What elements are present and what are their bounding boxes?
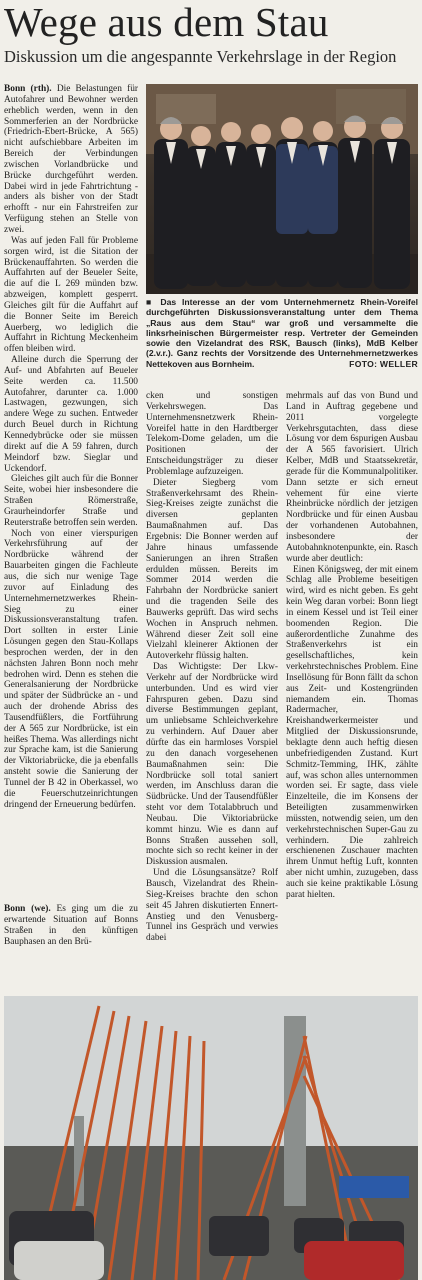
paragraph: Noch von einer vierspurigen Verkehrsführung auf der Nordbrücke während der Bauarbeiten gingen die Fachleute aus, die sich nur wenige Tage zuvor auf Einladung des Unternehmernetzwerkes Rhein-Sieg zu einer Diskussionsveranstaltung trafen. Dort sollten in erster Linie Lösungen gegen den Stau-Kollaps besprochen werden, der in den nächsten Jahren Bonn noch mehr bedrohen wird. Denn es stehen die Generalsanierung der Nordbrücke und später der Südbrücke an - und auch der drohende Abriss des Tausendfüßlers, die Fortführung der A 565 zur Nordbrücke, ist ein heißes Thema. Was allerdings nicht zur Sprache kam, ist die Sanierung der Viktoriabrücke, die ja ebenfalls ansteht sowie die Sanierung der Tunnel der B 42 in Oberkassel, wo die Feuerschutzeinrichtungen dringend der Erneuerung bedürfen. — [4, 528, 138, 810]
dateline: Bonn (rth). — [4, 84, 52, 94]
event-photo — [146, 84, 418, 294]
article-column-3 — [286, 391, 418, 988]
paragraph: Was auf jeden Fall für Probleme sorgen wird, ist die Sitation der Brückenauffahrten. So werden die Auffahrten auf der Beueler Seite, die auf die L 269 münden bzw. abzweigen, komplett gesperrt. Gleiches gilt für die Auffahrt auf die Bonner Seite im Bereich Auerberg, wo lediglich die Auffahrt in Richtung Meckenheim offen bleiben wird. — [4, 235, 138, 355]
paragraph: Einen Königsweg, der mit einem Schlag alle Probleme beseitigen wird, wird es nicht geben. Es geht kein Weg daran vorbei: Bonn liegt in einem Kessel und ist Teil einer boomenden Region. Die außerordentliche Zunahme des Straßenverkehrs ist ein gesellschaftliches, kein verkehrstechnisches Problem. Eine Insellösung für Bonn fällt da schon aus Zeit- und Kostengründen niemandem ein. Thomas Radermacher, Kreishandwerkermeister und Mitglied der Diskussionsrunde, beklagte denn auch heftig diesen unbefriedigenden Zustand. Kurt Schmitz-Temming, IHK, zählte auf, was schon alles unternommen worden sei. Er sagte, dass viele Einzelteile, die im Konsens der Beteiligten zusammenwirken müssten, notwendig seien, um den verkehrstechnischen Super-Gau zu verhindern. Die zahlreich erschienenen Zuschauer machten ihrem Unmut heftig Luft, konnten aber nicht umhin, zuzugeben, dass auch sie keine praktikable Lösung parat hielten. — [286, 564, 418, 900]
paragraph: Das Wichtigste: Der Lkw-Verkehr auf der Nordbrücke wird unterbunden. Und es wird vier Fahrspuren geben. Dazu sind diverse Bestimmungen geplant, um unliebsame Schleichverkehre zu verhindern. Auf Dauer aber dürfte das ein harmloses Vorspiel zu den danach vorgesehenen Baumaßnahmen sein: Die Nordbrücke soll total saniert werden, im Anschluss daran die Südbrücke. Und der Tausendfüßler steht vor dem Totalabbruch und Neubau. Die Viktoriabrücke kommt hinzu. Wie es dann auf Bonns Straßen aussehen soll, mochte sich so recht keiner in der Diskussion ausmalen. — [146, 662, 278, 868]
headline: Wege aus dem Stau — [4, 0, 329, 45]
dateline: Bonn (we). — [4, 904, 51, 914]
caption-text: Das Interesse an der vom Unternehmernetz Rhein-Voreifel durchgeführten Diskussionsveranstaltung unter dem Thema „Raus aus dem Stau“ war groß und versammelte die linksrheinischen Bürgermeister resp. Vertreter der Gemeinden sowie den Vizelandrat des RSK, Bausch (links), MdB Kelber (2.v.r.). Ganz rechts der Vorsitzende des Unternehmernetzwerkes Nettekoven aus Bornheim. — [146, 297, 418, 369]
paragraph: mehrmals auf das von Bund und Land in Auftrag gegebene und 2011 vorgelegte Verkehrsgutachten, dass diese Lösung vor dem 6spurigen Ausbau der A 565 favorisiert. Ulrich Kelber, MdB und Staatssekretär, gerade für die Kommunalpolitiker. Dann setzte er sich erneut vehement für eine vierte Rheinbrücke nördlich der jetzigen Nordbrücke und für einen Ausbau der vorhandenen Autobahnen, insbesondere der Autobahnknotenpunkte, ein. Rasch wurde aber deutlich: — [286, 391, 418, 564]
bridge-illustration — [4, 996, 418, 1280]
article-column-1 — [4, 84, 138, 902]
paragraph: cken und sonstigen Verkehrswegen. Das Unternehmensnetzwerk Rhein-Voreifel hatte in den Hardtberger Telekom-Dome geladen, um die Positionen der Entscheidungsträger zu dieser Problemlage aufzuzeigen. — [146, 391, 278, 477]
paragraph: Bonn (we). Es ging um die zu erwartende Situation auf Bonns Straßen in den künftigen Bauphasen an den Brü- — [4, 904, 138, 947]
group-photo-illustration — [146, 84, 418, 294]
bridge-traffic-photo — [4, 996, 418, 1280]
subheadline: Diskussion um die angespannte Verkehrslage in der Region — [4, 47, 397, 66]
paragraph: Alleine durch die Sperrung der Auf- und Abfahrten auf Beueler Seite werden ca. 11.500 Autofahrer, darunter ca. 1.000 Lastwagen, gezwungen, sich andere Wege zu suchen. Entweder durch Beuel durch in Richtung Kennedybrücke oder sie müssen direkt auf die A 59 fahren, durch Meindorf bzw. Sieglar und Uckendorf. — [4, 355, 138, 474]
caption-marker: ■ — [146, 297, 161, 307]
article-column-1-bottom — [4, 904, 138, 988]
photo-credit: FOTO: WELLER — [349, 358, 418, 369]
paragraph: Bonn (rth). Die Belastungen für Autofahrer und Bewohner werden erheblich werden, wenn in den Sommerferien an der Nordbrücke (Friedrich-Ebert-Brücke, A 565) nicht aufschiebbare Arbeiten im Bereich der Verbindungen zwischen Vorlandbrücke und Brücke durchgeführt werden. Dabei wird in jede Fahrtrichtung - anders als bisher von der Stadt erhofft - nur ein Fahrstreifen zur Verfügung stehen an Stelle von zwei. — [4, 84, 138, 235]
article-column-2 — [146, 391, 278, 988]
paragraph: Gleiches gilt auch für die Bonner Seite, wobei hier insbesondere die Straßen Römerstraße, Graurheindorfer Straße und Reuterstraße betroffen sein werden. — [4, 474, 138, 528]
paragraph: Und die Lösungsansätze? Rolf Bausch, Vizelandrat des Rhein-Sieg-Kreises brachte den schon seit 45 Jahren diskutierten Ennert-Anstieg und den Venusberg-Tunnel ins Gespräch und verwies dabei — [146, 868, 278, 944]
photo-caption — [146, 297, 418, 369]
paragraph: Dieter Siegberg vom Straßenverkehrsamt des Rhein-Sieg-Kreises zeigte zunächst die diversen geplanten Baumaßnahmen auf. Das Ergebnis: Die Bonner werden auf Jahre hinaus umfassende Sanierungen an ihren Straßen erdulden müssen. Bereits im Sommer 2014 werden die Fahrbahn der Nordbrücke saniert und die tragenden Seile des Bauwerks geprüft. Das wird sechs Wochen in Anspruch nehmen. Während dieser Zeit soll eine Vielzahl kleinerer Aktionen der Autoverkehr flüssig halten. — [146, 477, 278, 662]
